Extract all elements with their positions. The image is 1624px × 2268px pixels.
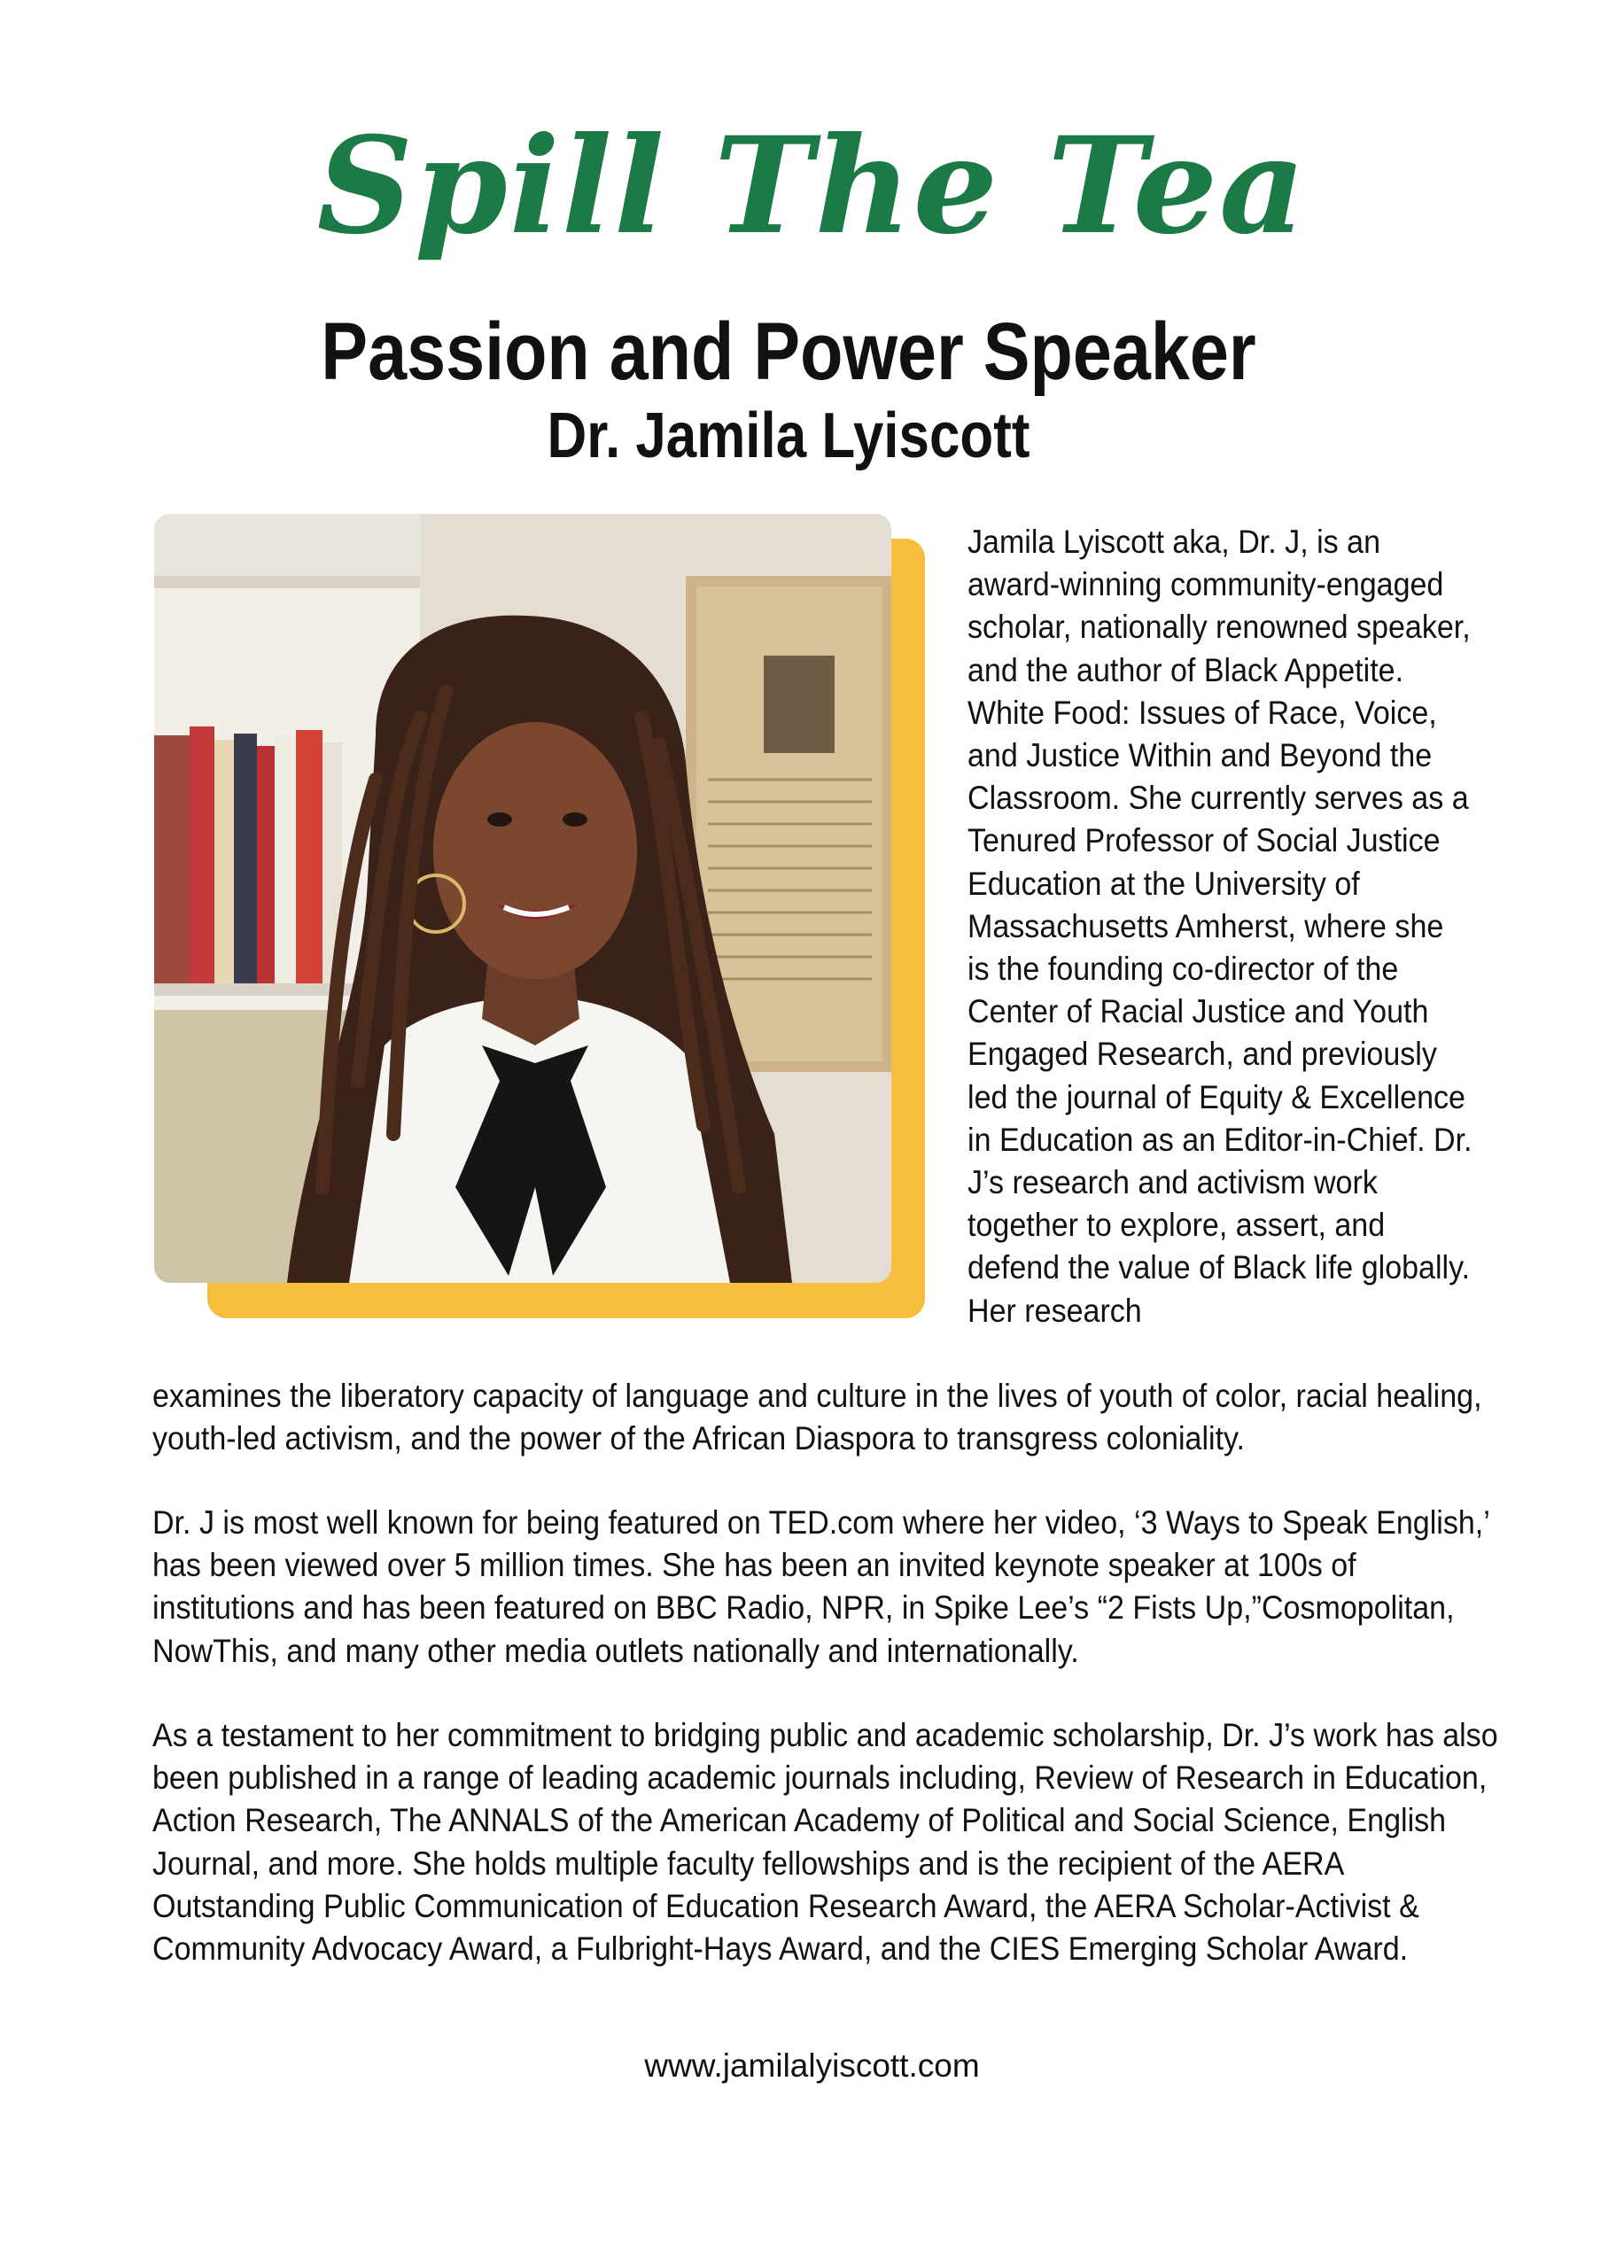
- bio-intro-paragraph: Jamila Lyiscott aka, Dr. J, is an award-winning community-engaged scholar, nationally renowned speaker, and the author of Black Appetite. White Food: Issues of Race, Voice, and Justice Within and Beyond the Classroom. She currently serves as a Tenured Professor of Social Justice Education at the University of Massachusetts Amherst, where she is the founding co-director of the Center of Racial Justice and Youth Engaged Research, and previously led the journal of Equity & Excellence in Education as an Editor-in-Chief. Dr. J’s research and activism work together to explore, assert, and defend the value of Black life globally. Her research: [967, 524, 1472, 1329]
- bio-media-paragraph: Dr. J is most well known for being featured on TED.com where her video, ‘3 Ways to Speak English,’ has been viewed over 5 million times. She has been an invited keynote speaker at 100s of institutions and has been featured on BBC Radio, NPR, in Spike Lee’s “2 Fists Up,”Cosmopolitan, NowThis, and many other media outlets nationally and internationally.: [152, 1504, 1489, 1669]
- brand-script-title: Spill The Tea: [316, 108, 1308, 264]
- website-link[interactable]: www.jamilalyiscott.com: [644, 2047, 980, 2084]
- speaker-name: Dr. Jamila Lyiscott: [547, 400, 1030, 471]
- page-title: Passion and Power Speaker: [321, 307, 1256, 397]
- speaker-portrait-photo: [154, 514, 891, 1283]
- bio-intro-continued: examines the liberatory capacity of language and culture in the lives of youth of color, racial healing, youth-led activism, and the power of the African Diaspora to transgress coloniality.: [152, 1378, 1482, 1457]
- bio-publications-paragraph: As a testament to her commitment to bridging public and academic scholarship, Dr. J’s work has also been published in a range of leading academic journals including, Review of Research in Education, Action Research, The ANNALS of the American Academy of Political and Social Science, English Journal, and more. She holds multiple faculty fellowships and is the recipient of the AERA Outstanding Public Communication of Education Research Award, the AERA Scholar-Activist & Community Advocacy Award, a Fulbright-Hays Award, and the CIES Emerging Scholar Award.: [152, 1717, 1498, 1968]
